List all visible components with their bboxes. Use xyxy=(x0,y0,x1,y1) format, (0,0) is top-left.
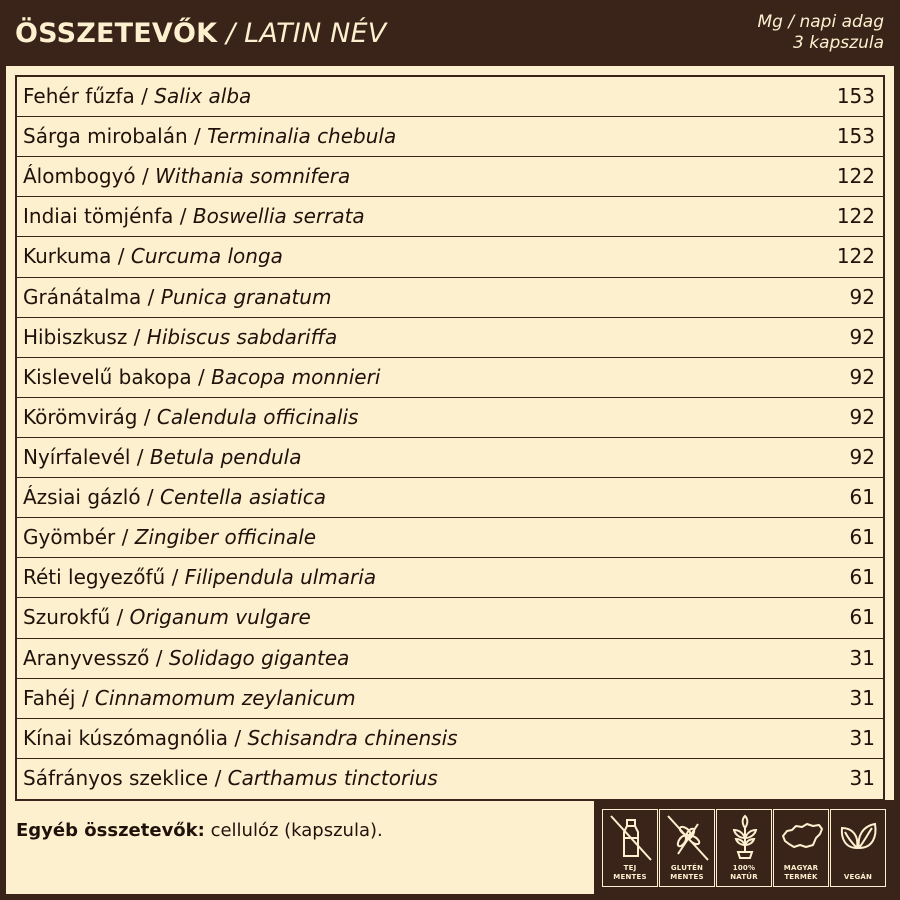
table-row xyxy=(17,318,883,358)
table-row xyxy=(17,157,883,197)
common-name: Körömvirág / xyxy=(23,404,157,429)
mg-value: 31 xyxy=(849,765,875,790)
mg-value: 61 xyxy=(849,565,875,590)
latin-name: Centella asiatica xyxy=(160,485,326,510)
latin-name: Solidago gigantea xyxy=(168,645,350,670)
mg-value: 61 xyxy=(849,485,875,510)
badge-lactose-free xyxy=(602,809,658,887)
latin-name: Betula pendula xyxy=(149,445,302,469)
mg-value: 122 xyxy=(836,164,875,189)
badge-strip xyxy=(594,800,894,894)
header xyxy=(0,0,900,66)
table-row xyxy=(17,398,883,438)
common-name: Nyírfalevél / xyxy=(23,445,150,469)
ingredients-table xyxy=(15,75,885,801)
latin-name: Withania somnifera xyxy=(155,164,351,189)
common-name: Indiai tömjénfa / xyxy=(23,204,193,229)
latin-name: Curcuma longa xyxy=(130,244,283,269)
latin-name: Salix alba xyxy=(154,84,252,108)
common-name: Ázsiai gázló / xyxy=(23,485,161,510)
table-row xyxy=(17,237,883,277)
latin-name: Carthamus tinctorius xyxy=(227,765,438,790)
table-row xyxy=(17,358,883,398)
common-name: Gránátalma / xyxy=(23,284,161,309)
table-row xyxy=(17,77,883,117)
common-name: Fehér fűzfa / xyxy=(23,84,155,108)
ingredient-name xyxy=(23,237,283,276)
latin-name: Schisandra chinensis xyxy=(247,725,458,750)
badge-natural xyxy=(716,809,772,887)
table-row xyxy=(17,679,883,719)
ingredient-name xyxy=(23,197,365,236)
table-row xyxy=(17,278,883,318)
page-title xyxy=(15,16,386,52)
dose-unit: Mg / napi adag xyxy=(757,12,884,32)
dose-capsules: 3 kapszula xyxy=(793,33,884,53)
mg-value: 92 xyxy=(849,404,875,429)
table-row xyxy=(17,197,883,237)
table-row xyxy=(17,438,883,478)
table-row xyxy=(17,558,883,598)
ingredient-name xyxy=(23,719,458,758)
sprout-icon xyxy=(723,814,767,862)
other-ingredients xyxy=(16,818,383,844)
ingredient-name xyxy=(23,598,311,637)
mg-value: 92 xyxy=(849,284,875,309)
ingredient-name xyxy=(23,318,337,357)
badge-label: GLUTÉN MENTES xyxy=(670,864,704,881)
hungary-map-icon xyxy=(780,814,824,862)
other-ingredients-text: cellulóz (kapszula). xyxy=(204,820,383,841)
latin-name: Origanum vulgare xyxy=(129,605,311,630)
mg-value: 92 xyxy=(849,364,875,389)
latin-name: Hibiscus sabdariffa xyxy=(146,324,338,349)
common-name: Kínai kúszómagnólia / xyxy=(23,725,248,750)
mg-value: 122 xyxy=(836,204,875,229)
latin-name: Zingiber officinale xyxy=(134,525,317,550)
ingredient-name xyxy=(23,558,376,597)
badge-label: MAGYAR TERMÉK xyxy=(783,864,819,881)
title-latin-name: / LATIN NÉV xyxy=(217,18,387,49)
common-name: Álombogyó / xyxy=(23,164,156,189)
table-row xyxy=(17,478,883,518)
mg-value: 61 xyxy=(849,525,875,550)
latin-name: Terminalia chebula xyxy=(207,124,397,149)
ingredient-name xyxy=(23,278,331,317)
dose-header xyxy=(757,12,884,54)
latin-name: Bacopa monnieri xyxy=(211,364,381,389)
badge-gluten-free xyxy=(659,809,715,887)
badge-label: VEGÁN xyxy=(843,873,873,881)
badge-label: 100% NATÚR xyxy=(730,864,758,881)
ingredient-name xyxy=(23,478,326,517)
content-panel xyxy=(6,66,894,894)
common-name: Réti legyezőfű / xyxy=(23,565,185,590)
common-name: Kurkuma / xyxy=(23,244,131,269)
table-row xyxy=(17,719,883,759)
ingredient-name xyxy=(23,679,356,718)
latin-name: Punica granatum xyxy=(160,284,332,309)
mg-value: 61 xyxy=(849,605,875,630)
ingredient-name xyxy=(23,518,316,557)
table-row xyxy=(17,639,883,679)
badge-vegan xyxy=(830,809,886,887)
ingredient-name xyxy=(23,157,350,196)
table-row xyxy=(17,759,883,799)
leaves-icon xyxy=(837,814,881,862)
ingredient-name xyxy=(23,77,251,116)
common-name: Aranyvessző / xyxy=(23,645,169,670)
mg-value: 153 xyxy=(836,84,875,108)
common-name: Szurokfű / xyxy=(23,605,130,630)
ingredient-name xyxy=(23,759,438,798)
ingredient-name xyxy=(23,117,396,156)
mg-value: 92 xyxy=(849,445,875,469)
table-row xyxy=(17,117,883,157)
badge-label: TEJ MENTES xyxy=(613,864,647,881)
common-name: Hibiszkusz / xyxy=(23,324,147,349)
mg-value: 153 xyxy=(836,124,875,149)
mg-value: 92 xyxy=(849,324,875,349)
mg-value: 31 xyxy=(849,645,875,670)
ingredient-name xyxy=(23,438,301,477)
common-name: Kislevelű bakopa / xyxy=(23,364,212,389)
mg-value: 122 xyxy=(836,244,875,269)
common-name: Sárga mirobalán / xyxy=(23,124,208,149)
wheat-crossed-icon xyxy=(666,814,710,862)
common-name: Gyömbér / xyxy=(23,525,135,550)
latin-name: Boswellia serrata xyxy=(192,204,365,229)
latin-name: Filipendula ulmaria xyxy=(184,565,377,590)
other-ingredients-label: Egyéb összetevők: xyxy=(16,820,205,841)
title-ingredients: ÖSSZETEVŐK xyxy=(15,18,218,49)
common-name: Sáfrányos szeklice / xyxy=(23,765,228,790)
latin-name: Calendula officinalis xyxy=(156,404,359,429)
mg-value: 31 xyxy=(849,725,875,750)
ingredient-name xyxy=(23,358,380,397)
table-row xyxy=(17,518,883,558)
ingredient-name xyxy=(23,639,349,678)
table-row xyxy=(17,598,883,638)
ingredient-name xyxy=(23,398,358,437)
latin-name: Cinnamomum zeylanicum xyxy=(94,685,356,710)
milk-bottle-crossed-icon xyxy=(609,814,653,862)
badge-hungarian-product xyxy=(773,809,829,887)
common-name: Fahéj / xyxy=(23,685,95,710)
mg-value: 31 xyxy=(849,685,875,710)
